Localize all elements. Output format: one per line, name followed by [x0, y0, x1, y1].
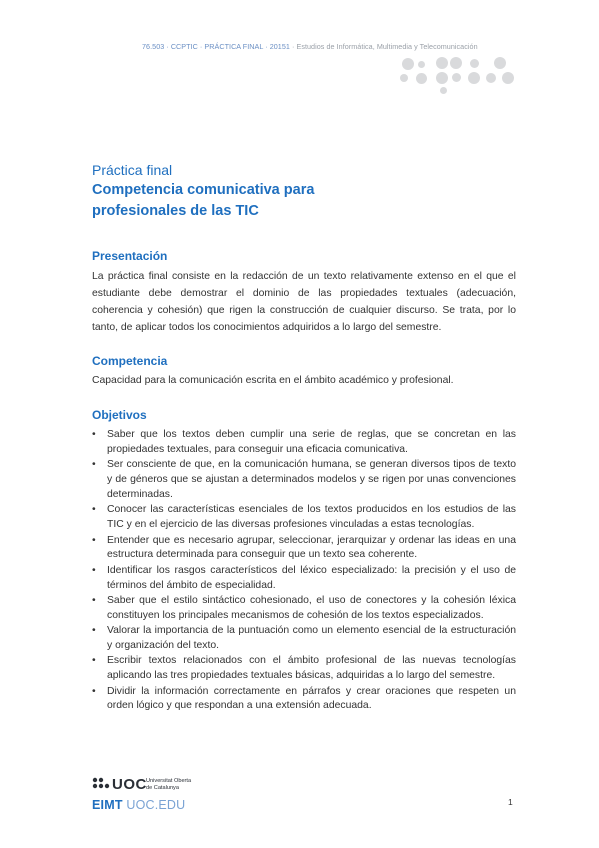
decorative-dot-pattern: [398, 56, 518, 96]
header-course: 76.503 · CCPTIC · PRÁCTICA FINAL · 20151: [142, 42, 290, 51]
dot: [494, 57, 506, 69]
uoc-logo: [92, 776, 232, 816]
competencia-heading: Competencia: [92, 354, 168, 368]
page-number: 1: [508, 797, 513, 807]
competencia-paragraph: Capacidad para la comunicación escrita en el ámbito académico y profesional.: [92, 375, 454, 386]
presentacion-heading: Presentación: [92, 249, 168, 263]
dot: [452, 73, 461, 82]
list-item: • Saber que los textos deben cumplir una serie de reglas, que se concretan en las propiedades textuales, para conseguir una eficacia comunicativa.: [92, 428, 516, 458]
dot: [418, 61, 425, 68]
objetivos-heading: Objetivos: [92, 408, 147, 422]
list-item: • Escribir textos relacionados con el ámbito profesional de las nuevas tecnologías aplicando las tres propiedades textuales básicas, adquiridas a lo largo del semestre.: [92, 654, 516, 684]
dot: [402, 58, 414, 70]
dot: [400, 74, 408, 82]
dot: [450, 57, 462, 69]
eimt-label: EIMT: [92, 798, 123, 812]
dot: [486, 73, 496, 83]
uoc-wordmark: UOC: [112, 776, 147, 793]
document-eyebrow: Práctica final: [92, 162, 173, 178]
university-name-line-2: de Catalunya: [146, 784, 179, 791]
header-department: · Estudios de Informática, Multimedia y Telecomunicación: [289, 42, 478, 51]
dot: [502, 72, 514, 84]
university-name-line-1: Universitat Oberta: [146, 778, 192, 784]
dot: [436, 57, 448, 69]
document-title-line-2: profesionales de las TIC: [92, 203, 259, 219]
document-title-line-1: Competencia comunicativa para: [92, 182, 315, 198]
list-item: • Entender que es necesario agrupar, seleccionar, jerarquizar y ordenar las ideas en una estructura determinada para conseguir que un texto sea coherente.: [92, 534, 516, 564]
dot: [470, 59, 479, 68]
document-title: [92, 180, 422, 222]
list-item: • Dividir la información correctamente en párrafos y crear oraciones que respeten un orden lógico y que respondan a una extensión adecuada.: [92, 685, 516, 715]
dot: [416, 73, 427, 84]
objetivos-list: [92, 428, 516, 715]
university-name: [146, 778, 226, 791]
eimt-wordmark: [92, 798, 185, 812]
dot: [440, 87, 447, 94]
uoc-mark-icon: [92, 777, 110, 792]
running-header: [142, 42, 582, 51]
uoc-edu-label: UOC.EDU: [122, 798, 186, 812]
list-item: • Ser consciente de que, en la comunicación humana, se generan diversos tipos de texto y de géneros que se ajustan a determinados modelos y se rigen por unas convenciones determinadas.: [92, 458, 516, 503]
list-item: • Identificar los rasgos característicos del léxico especializado: la precisión y el uso de términos del ámbito de especialidad.: [92, 564, 516, 594]
dot: [468, 72, 480, 84]
dot: [436, 72, 448, 84]
list-item: • Saber que el estilo sintáctico cohesionado, el uso de conectores y la cohesión léxica constituyen los principales mecanismos de cohesión de los textos especializados.: [92, 594, 516, 624]
list-item: • Valorar la importancia de la puntuación como un elemento esencial de la estructuración y organización del texto.: [92, 624, 516, 654]
presentacion-paragraph: La práctica final consiste en la redacción de un texto relativamente extenso en el que el estudiante debe demostrar el dominio de las propiedades textuales (adecuación, coherencia y cohesión) que rigen la construcción de cualquier discurso. Se trata, por lo tanto, de aplicar todos los conocimientos adquiridos a lo largo del semestre.: [92, 271, 516, 333]
list-item: • Conocer las características esenciales de los textos producidos en los estudios de las TIC y en el ejercicio de las diversas profesiones vinculadas a estas tecnologías.: [92, 503, 516, 533]
